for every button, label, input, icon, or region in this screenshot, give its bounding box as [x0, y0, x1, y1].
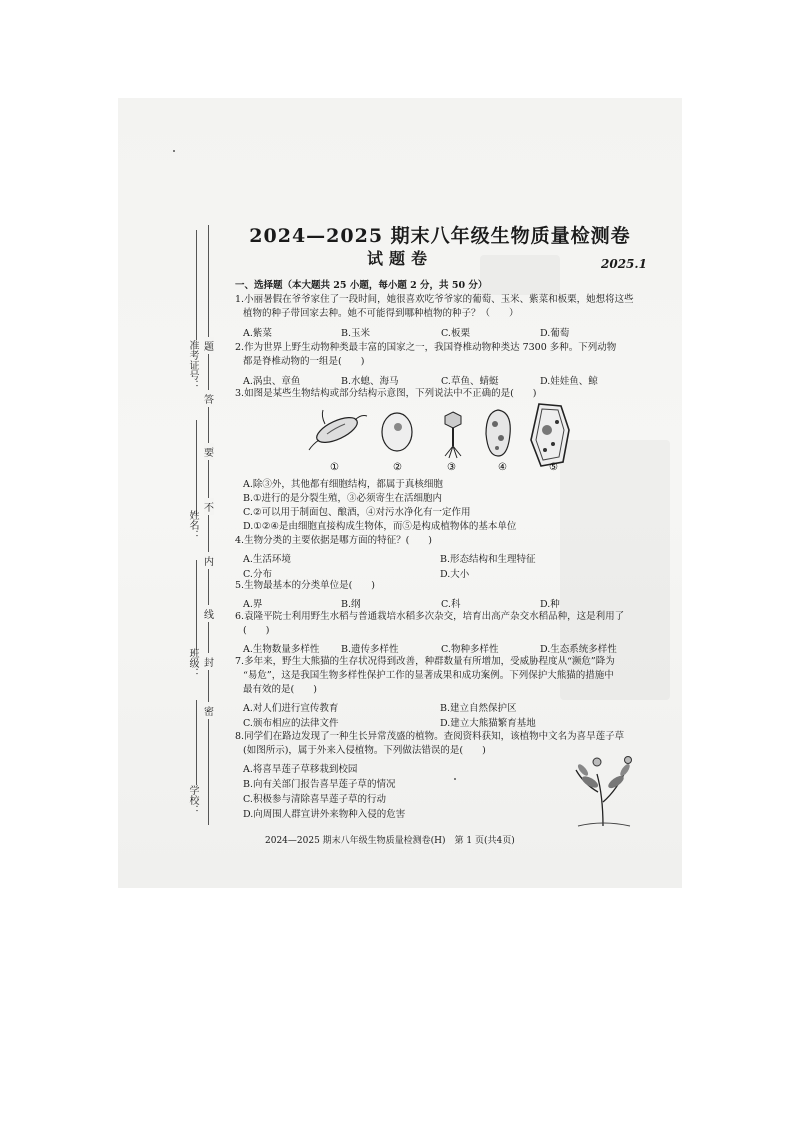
- question-text: “易危”，这是我国生物多样性保护工作的显著成果和成功案例。下列保护大熊猫的措施中: [243, 670, 614, 681]
- answer-option: A.除③外，其他都有细胞结构，都属于真核细胞: [243, 479, 443, 490]
- question-text: 4.生物分类的主要依据是哪方面的特征？( ): [235, 535, 432, 546]
- question-text: 2.作为世界上野生动物种类最丰富的国家之一，我国脊椎动物种类达 7300 多种。下列动物: [235, 342, 617, 353]
- answer-option: B.遗传多样性: [341, 644, 399, 655]
- section-heading: 一、选择题（本大题共 25 小题，每小题 2 分，共 50 分）: [235, 280, 488, 291]
- answer-option: D.生态系统多样性: [540, 644, 617, 655]
- school-label: 学校：: [187, 785, 198, 815]
- class-label: 班级：: [187, 648, 198, 678]
- binding-margin: [118, 225, 228, 825]
- answer-option: C.板栗: [441, 328, 470, 339]
- question-text: 最有效的是( ): [243, 684, 317, 695]
- answer-option: B.①进行的是分裂生殖，③必须寄生在活细胞内: [243, 493, 443, 504]
- yeast-drawing: [382, 413, 412, 451]
- question-text: 3.如图是某些生物结构或部分结构示意图，下列说法中不正确的是( ): [235, 388, 537, 399]
- figure-label: ⑤: [549, 462, 558, 472]
- class-underline: [196, 560, 197, 650]
- answer-option: C.颁布相应的法律文件: [243, 718, 339, 729]
- exam-title: 2024—2025 期末八年级生物质量检测卷: [249, 225, 631, 247]
- answer-option: D.葡萄: [540, 328, 570, 339]
- answer-option: B.纲: [341, 599, 361, 610]
- figure-label: ③: [447, 462, 456, 472]
- page-footer: 2024—2025 期末八年级生物质量检测卷(H) 第 1 页(共4页): [265, 836, 515, 846]
- seal-char: 不: [204, 498, 214, 515]
- question-text: 1.小丽暑假在爷爷家住了一段时间，她很喜欢吃爷爷家的葡萄、玉米、紫菜和板栗，她想将这些: [235, 294, 634, 305]
- answer-option: C.积极参与清除喜旱莲子草的行动: [243, 794, 386, 805]
- question-text: 7.多年来，野生大熊猫的生存状况得到改善，种群数量有所增加，受威胁程度从“濒危”降为: [235, 656, 615, 667]
- answer-option: C.②可以用于制面包、酿酒，④对污水净化有一定作用: [243, 507, 471, 518]
- answer-option: D.种: [540, 599, 560, 610]
- paramecium-drawing: [486, 410, 510, 456]
- answer-option: A.涡虫、章鱼: [243, 376, 301, 387]
- school-underline: [196, 700, 197, 785]
- question-text: 都是脊椎动物的一组是( ): [243, 356, 365, 367]
- seal-char: 封: [204, 653, 214, 670]
- answer-option: D.向周围人群宣讲外来物种入侵的危害: [243, 809, 406, 820]
- binding-line: [208, 225, 209, 825]
- scan-speck: [173, 150, 175, 152]
- answer-option: D.①②④是由细胞直接构成生物体，而⑤是构成植物体的基本单位: [243, 521, 517, 532]
- seal-char: 答: [204, 390, 214, 407]
- bacterium-drawing: [309, 410, 367, 450]
- plant-cell-drawing: [531, 404, 569, 466]
- answer-option: C.科: [441, 599, 461, 610]
- exam-date: 2025.1: [601, 257, 647, 271]
- scan-speck: [454, 778, 456, 780]
- seal-char: 密: [204, 702, 214, 719]
- seal-char: 题: [204, 337, 214, 354]
- answer-option: D.大小: [440, 569, 470, 580]
- exam-subtitle: 试题卷: [366, 249, 433, 268]
- answer-option: D.娃娃鱼、鲸: [540, 376, 598, 387]
- answer-option: A.界: [243, 599, 263, 610]
- question-text: 5.生物最基本的分类单位是( ): [235, 580, 375, 591]
- seal-char: 线: [204, 605, 214, 622]
- figure-label: ②: [393, 462, 402, 472]
- answer-option: B.玉米: [341, 328, 371, 339]
- name-underline: [196, 420, 197, 515]
- figure-label: ④: [498, 462, 507, 472]
- question-text: 植物的种子带回家去种。她不可能得到哪种植物的种子？（ ）: [243, 308, 519, 319]
- question-text: 6.袁隆平院士利用野生水稻与普通栽培水稻多次杂交，培育出高产杂交水稻品种，这是利用了: [235, 611, 625, 622]
- question-text: 8.同学们在路边发现了一种生长异常茂盛的植物。查阅资料获知，该植物中文名为喜旱莲子草: [235, 731, 625, 742]
- seal-char: 内: [204, 552, 214, 569]
- virus-drawing: [445, 412, 461, 458]
- name-label: 姓名：: [187, 510, 198, 540]
- answer-option: C.物种多样性: [441, 644, 499, 655]
- answer-option: A.生活环境: [243, 554, 291, 565]
- answer-option: D.建立大熊猫繁育基地: [440, 718, 536, 729]
- question-text: (如图所示)，属于外来入侵植物。下列做法错误的是( ): [243, 745, 486, 756]
- figure-label: ①: [330, 462, 339, 472]
- answer-option: B.建立自然保护区: [440, 703, 517, 714]
- answer-option: B.向有关部门报告喜旱莲子草的情况: [243, 779, 396, 790]
- answer-option: A.对人们进行宣传教育: [243, 703, 339, 714]
- answer-option: C.草鱼、蜻蜓: [441, 376, 499, 387]
- answer-option: B.形态结构和生理特征: [440, 554, 536, 565]
- seal-char: 要: [204, 443, 214, 460]
- answer-option: B.水螅、海马: [341, 376, 399, 387]
- answer-option: A.紫菜: [243, 328, 272, 339]
- alligator-weed-illustration: [568, 752, 638, 827]
- question-text: ( ): [243, 625, 270, 636]
- answer-option: A.将喜旱莲子草移栽到校园: [243, 764, 358, 775]
- exam-no-underline: [196, 230, 197, 340]
- exam-no-label: 准考证号：: [187, 340, 198, 390]
- answer-option: A.生物数量多样性: [243, 644, 320, 655]
- answer-option: C.分布: [243, 569, 272, 580]
- cell-structure-figure: [305, 400, 585, 472]
